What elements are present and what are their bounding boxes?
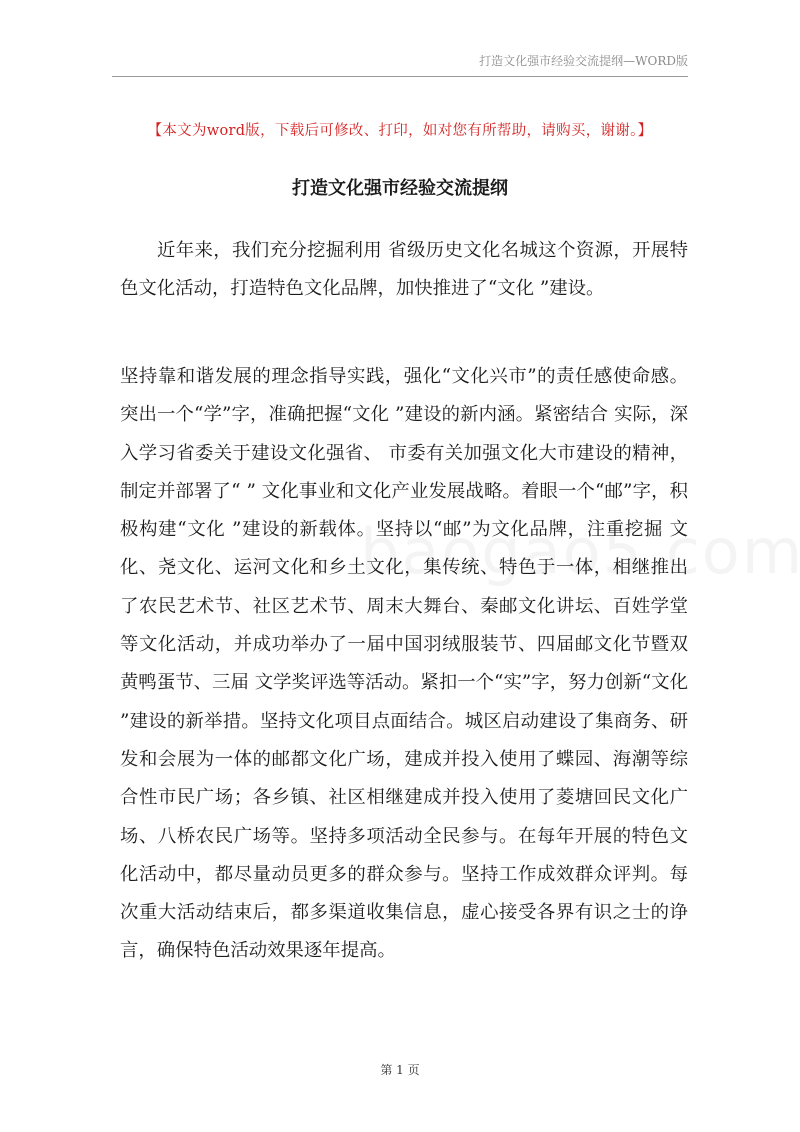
body-paragraph-2: 坚持靠和谐发展的理念指导实践，强化“文化兴市”的责任感使命感。突出一个“学”字，准确把握“文化 ”建设的新内涵。紧密结合 实际，深入学习省委关于建设文化强省、 市委有关加强文化大市建设的精神，制定并部署了“ ” 文化事业和文化产业发展战略。着眼一个“邮”字，积极构建“文化 ”建设的新载体。坚持以“邮”为文化品牌，注重挖掘 文化、尧文化、运河文化和乡土文化，集传统、特色于一体，相继推出了农民艺术节、社区艺术节、周末大舞台、秦邮文化讲坛、百姓学堂等文化活动，并成功举办了一届中国羽绒服装节、四届邮文化节暨双黄鸭蛋节、三届 文学奖评选等活动。紧扣一个“实”字，努力创新“文化 ”建设的新举措。坚持文化项目点面结合。城区启动建设了集商务、研发和会展为一体的邮都文化广场，建成并投入使用了蝶园、海潮等综合性市民广场；各乡镇、社区相继建成并投入使用了菱塘回民文化广场、八桥农民广场等。坚持多项活动全民参与。在每年开展的特色文化活动中，都尽量动员更多的群众参与。坚持工作成效群众评判。每次重大活动结束后，都多渠道收集信息，虚心接受各界有识之士的诤言，确保特色活动效果逐年提高。 bbox=[120, 366, 688, 962]
watermark-logo bbox=[360, 515, 800, 588]
body-paragraph-1: 近年来，我们充分挖掘利用 省级历史文化名城这个资源，开展特色文化活动，打造特色文化品牌，加快推进了“文化 ”建设。 bbox=[120, 240, 688, 300]
running-header-title: 打造文化强市经验交流提纲—WORD版 bbox=[479, 54, 688, 68]
purchase-notice: 【本文为word版，下载后可修改、打印，如对您有所帮助，请购买，谢谢。】 bbox=[147, 123, 653, 139]
page-number: 第 1 页 bbox=[380, 1063, 420, 1077]
header-divider bbox=[112, 76, 688, 77]
document-title: 打造文化强市经验交流提纲 bbox=[292, 178, 508, 199]
